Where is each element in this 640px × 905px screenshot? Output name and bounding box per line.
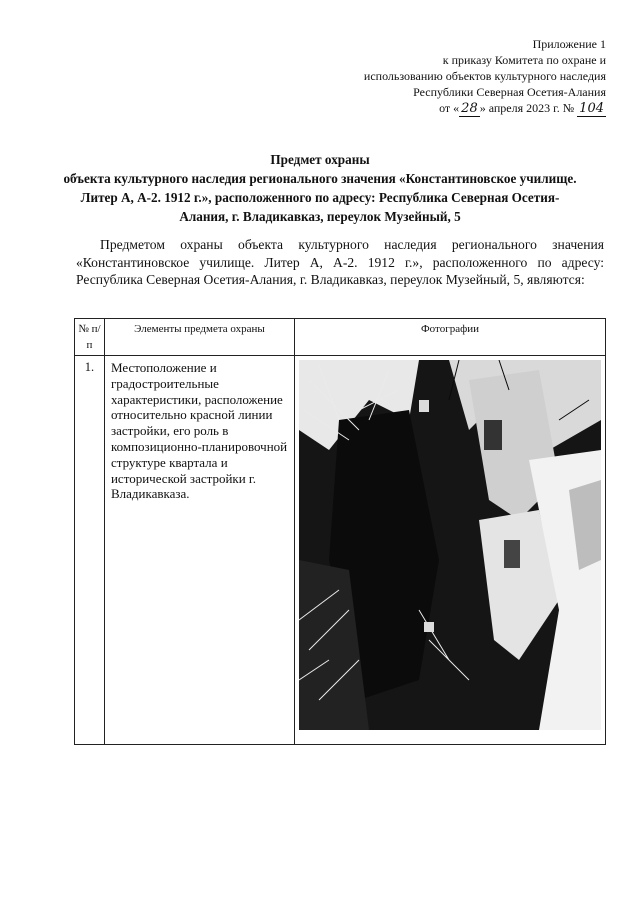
building-photo-image — [299, 360, 601, 730]
header-num: № п/п — [75, 319, 105, 356]
protection-table — [74, 318, 606, 745]
intro-text: Предметом охраны объекта культурного наследия регионального значения «Константиновское училище. Литер А, А-2. 1912 г.», расположенного по адресу: Республика Северная Осетия-Алания, г. Владикавказ, переулок Музейный, 5, являются: — [76, 237, 604, 287]
title-heading: Предмет охраны — [270, 152, 370, 167]
appendix-block — [306, 36, 606, 117]
date-prefix: от « — [439, 101, 460, 115]
appendix-line-4: Республики Северная Осетия-Алания — [413, 85, 606, 99]
table-header-row — [75, 319, 606, 356]
row-photo-cell — [295, 356, 606, 745]
appendix-line-2: к приказу Комитета по охране и — [442, 53, 606, 67]
header-photos: Фотографии — [295, 319, 606, 356]
appendix-line-1: Приложение 1 — [532, 37, 606, 51]
appendix-line-3: использованию объектов культурного наследия — [363, 69, 606, 83]
appendix-date-line — [306, 100, 606, 117]
order-number: 104 — [579, 101, 604, 116]
title-subject: объекта культурного наследия регионального значения «Константиновское училище. Литер А, А-2. 1912 г.», расположенного по адресу: Республика Северная Осетия-Алания, г. Владикавказ, переулок Музейный, 5 — [63, 171, 577, 224]
row-description: Местоположение и градостроительные характеристики, расположение относительно красной линии застройки, его роль в композиционно-планировочной структуре квартала и исторической застройки г. Владикавказа. — [104, 356, 294, 745]
intro-paragraph — [76, 236, 604, 289]
date-day: 28 — [461, 101, 478, 116]
row-number: 1. — [75, 356, 105, 745]
table-row — [75, 356, 606, 745]
header-elements: Элементы предмета охраны — [104, 319, 294, 356]
date-middle: » апреля 2023 г. № — [479, 101, 575, 115]
document-title — [60, 150, 580, 226]
building-photo — [299, 360, 601, 730]
